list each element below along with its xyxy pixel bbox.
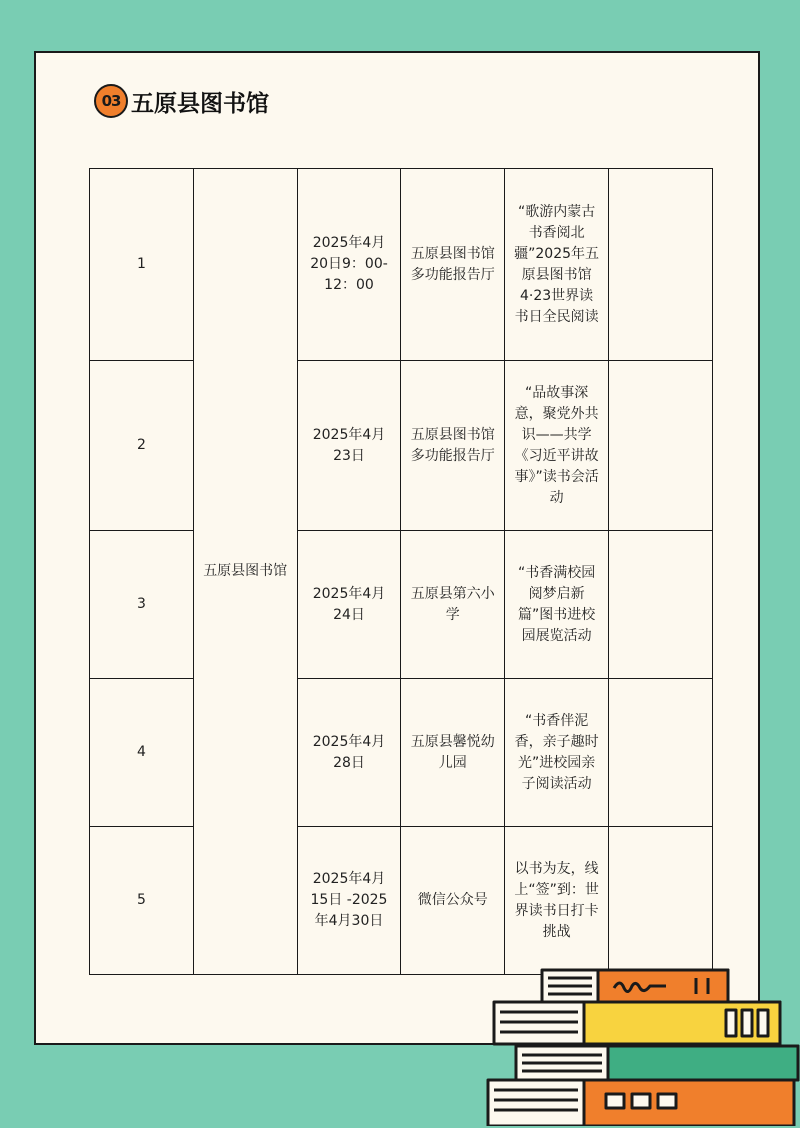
activity-cell: “歌游内蒙古书香阅北疆”2025年五原县图书馆4·23世界读书日全民阅读 [505, 169, 609, 361]
book-yellow-icon [494, 1002, 780, 1044]
note-cell [608, 827, 712, 975]
note-cell [608, 361, 712, 531]
table-row [90, 679, 713, 827]
activity-cell: “书香伴泥香，亲子趣时光”进校园亲子阅读活动 [505, 679, 609, 827]
venue-cell: 五原县第六小学 [401, 531, 505, 679]
venue-cell: 五原县馨悦幼儿园 [401, 679, 505, 827]
section-number-badge: 03 [94, 84, 128, 118]
time-cell: 2025年4月20日9：00-12：00 [297, 169, 401, 361]
table-row [90, 361, 713, 531]
row-number: 2 [90, 361, 194, 531]
activity-cell: “品故事深意，聚党外共识——共学《习近平讲故事》”读书会活动 [505, 361, 609, 531]
table-row [90, 531, 713, 679]
venue-cell: 五原县图书馆多功能报告厅 [401, 169, 505, 361]
row-number: 4 [90, 679, 194, 827]
organizer-cell: 五原县图书馆 [193, 169, 297, 975]
row-number: 5 [90, 827, 194, 975]
venue-cell: 五原县图书馆多功能报告厅 [401, 361, 505, 531]
book-green-icon [516, 1046, 798, 1080]
activity-table [89, 168, 713, 975]
book-stack-illustration [486, 966, 800, 1126]
time-cell: 2025年4月24日 [297, 531, 401, 679]
table-row [90, 827, 713, 975]
note-cell [608, 169, 712, 361]
time-cell: 2025年4月15日 -2025年4月30日 [297, 827, 401, 975]
section-header [94, 83, 269, 119]
note-cell [608, 679, 712, 827]
book-bottom-icon [488, 1080, 794, 1126]
section-title: 五原县图书馆 [131, 90, 269, 117]
time-cell: 2025年4月23日 [297, 361, 401, 531]
venue-cell: 微信公众号 [401, 827, 505, 975]
activity-cell: “书香满校园阅梦启新篇”图书进校园展览活动 [505, 531, 609, 679]
book-top-icon [542, 970, 728, 1002]
table-row [90, 169, 713, 361]
note-cell [608, 531, 712, 679]
time-cell: 2025年4月28日 [297, 679, 401, 827]
activity-cell: 以书为友，线上“签”到：世界读书日打卡挑战 [505, 827, 609, 975]
row-number: 3 [90, 531, 194, 679]
row-number: 1 [90, 169, 194, 361]
